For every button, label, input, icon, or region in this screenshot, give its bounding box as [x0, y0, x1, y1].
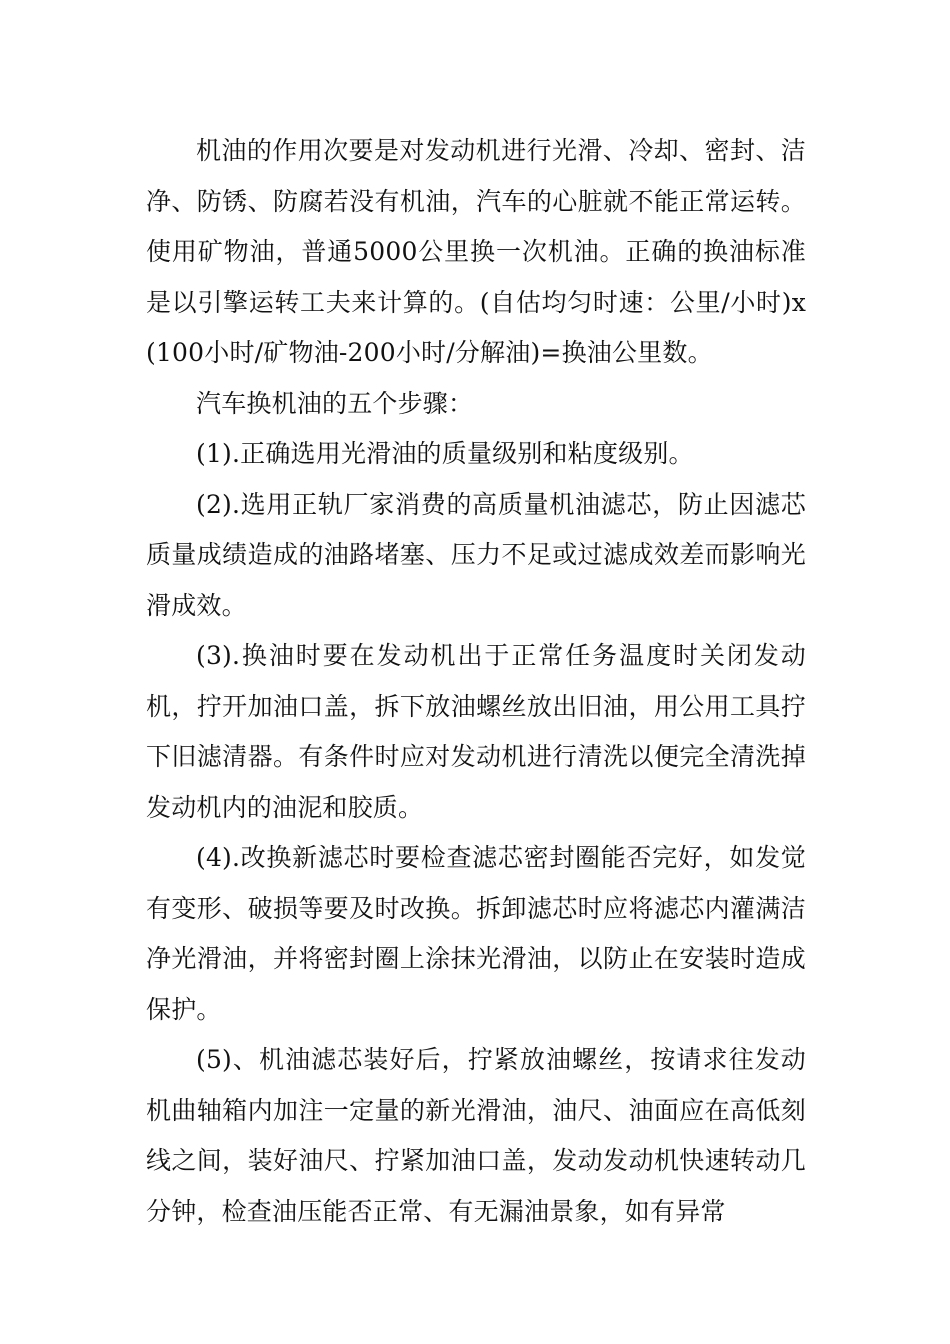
paragraph-steps-heading: 汽车换机油的五个步骤： [196, 388, 474, 418]
paragraph-step-4: (4).改换新滤芯时要检查滤芯密封圈能否完好，如发觉有变形、破损等要及时改换。拆卸滤芯时应将滤芯内灌满洁净光滑油，并将密封圈上涂抹光滑油，以防止在安装时造成保护。 [146, 843, 806, 1024]
paragraph-step-5: (5)、机油滤芯装好后，拧紧放油螺丝，按请求往发动机曲轴箱内加注一定量的新光滑油，油尺、油面应在高低刻线之间，装好油尺、拧紧加油口盖，发动发动机快速转动几分钟，检查油压能否正常、有无漏油景象，如有异常 [146, 1045, 806, 1226]
paragraph-step-2: (2).选用正轨厂家消费的高质量机油滤芯，防止因滤芯质量成绩造成的油路堵塞、压力不足或过滤成效差而影响光滑成效。 [146, 489, 806, 620]
paragraph-step-1: (1).正确选用光滑油的质量级别和粘度级别。 [196, 439, 694, 468]
paragraph-oil-function: 机油的作用次要是对发动机进行光滑、冷却、密封、洁净、防锈、防腐若没有机油，汽车的心脏就不能正常运转。使用矿物油，普通5000公里换一次机油。正确的换油标准是以引擎运转工夫来计算的。(自估均匀时速：公里/小时)x(100小时/矿物油-200小时/分解油)=换油公里数。 [146, 136, 806, 367]
document-body [146, 126, 806, 1237]
paragraph-step-3: (3).换油时要在发动机出于正常任务温度时关闭发动机，拧开加油口盖，拆下放油螺丝放出旧油，用公用工具拧下旧滤清器。有条件时应对发动机进行清洗以便完全清洗掉发动机内的油泥和胶质。 [146, 641, 806, 822]
